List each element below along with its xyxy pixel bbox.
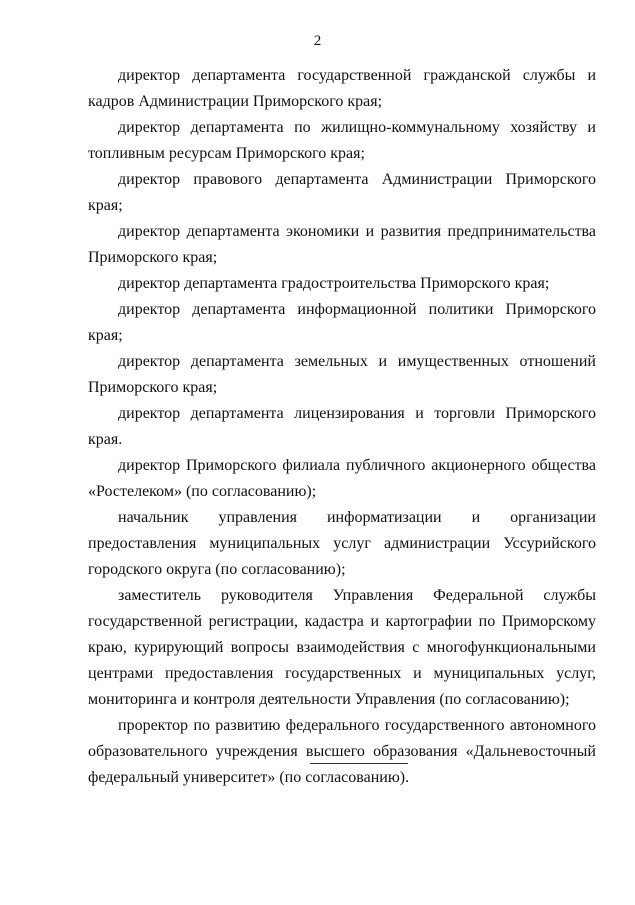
paragraph: начальник управления информатизации и организации предоставления муниципальных услуг администрации Уссурийского городского округа (по согласованию); bbox=[88, 509, 596, 578]
paragraph: директор департамента земельных и имущественных отношений Приморского края; bbox=[88, 353, 596, 396]
end-separator-line bbox=[310, 763, 408, 764]
paragraph: директор департамента градостроительства Приморского края; bbox=[118, 275, 550, 292]
paragraph: директор правового департамента Администрации Приморского края; bbox=[88, 171, 596, 214]
paragraph: директор департамента лицензирования и торговли Приморского края. bbox=[88, 405, 596, 448]
paragraph: директор департамента государственной гражданской службы и кадров Администрации Приморского края; bbox=[88, 67, 596, 110]
paragraph: проректор по развитию федерального государственного автономного образовательного учреждения высшего образования «Дальневосточный федеральный университет» (по согласованию). bbox=[88, 717, 596, 786]
paragraph: директор Приморского филиала публичного акционерного общества «Ростелеком» (по согласованию); bbox=[88, 457, 596, 500]
paragraph: директор департамента по жилищно-коммунальному хозяйству и топливным ресурсам Приморского края; bbox=[88, 119, 596, 162]
paragraph: директор департамента экономики и развития предпринимательства Приморского края; bbox=[88, 223, 596, 266]
paragraph: заместитель руководителя Управления Федеральной службы государственной регистрации, кадастра и картографии по Приморскому краю, курирующий вопросы взаимодействия с многофункциональными центрами предоставления государственных и муниципальных услуг, мониторинга и контроля деятельности Управления (по согласованию); bbox=[88, 587, 596, 708]
paragraph: директор департамента информационной политики Приморского края; bbox=[88, 301, 596, 344]
page-number: 2 bbox=[313, 33, 322, 49]
document-body bbox=[88, 63, 596, 791]
